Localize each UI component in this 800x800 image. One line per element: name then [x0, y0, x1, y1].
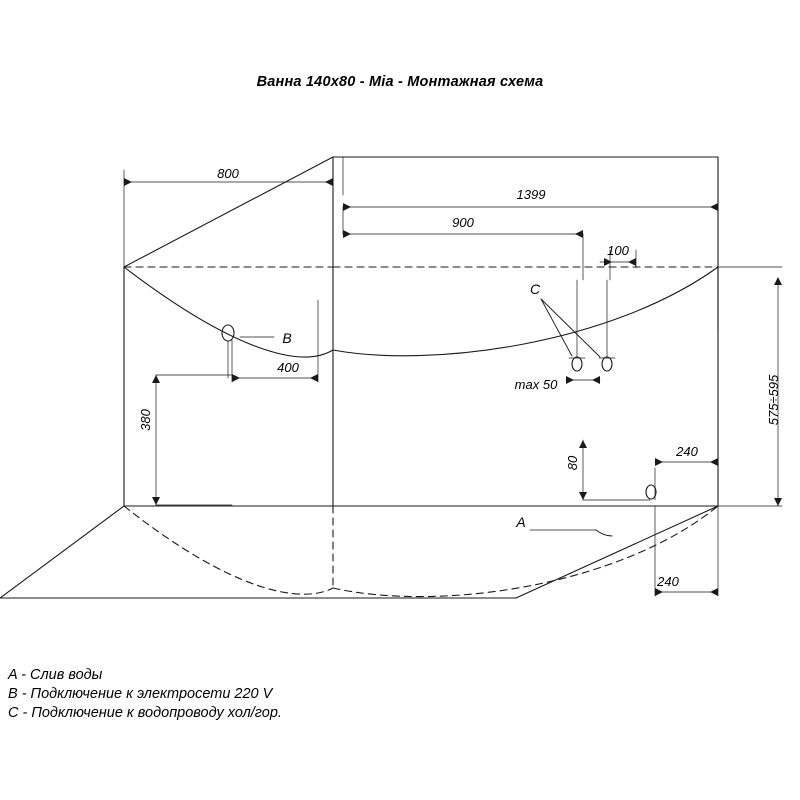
arrow-height-bottom: [774, 498, 782, 506]
dim-380-label: 380: [138, 409, 153, 431]
marker-b-label: B: [282, 330, 292, 346]
arrow-1399-right: [710, 203, 718, 211]
arrow-380-bottom: [152, 497, 160, 505]
arrow-240r-left: [655, 458, 663, 466]
page-title: Ванна 140x80 - Mia - Монтажная схема: [256, 74, 544, 90]
arrow-900-left: [343, 230, 351, 238]
marker-a-label: A: [516, 514, 526, 530]
fitting-a-drain: [646, 485, 656, 499]
leader-c-1: [541, 299, 572, 356]
dim-100-label: 100: [607, 243, 629, 258]
arrow-800-right: [325, 178, 333, 186]
legend: [8, 666, 282, 723]
arrow-900-right: [575, 230, 583, 238]
legend-item-a: A - Слив воды: [8, 667, 103, 683]
dim-240-bottom-label: 240: [657, 574, 679, 589]
arrow-80-bottom: [579, 492, 587, 500]
arrow-400-right: [310, 374, 318, 382]
fitting-c-cold: [572, 357, 582, 371]
leader-a-hook: [596, 530, 612, 536]
arrow-80-top: [579, 440, 587, 448]
bowl-curve-right: [333, 267, 718, 356]
arrow-max50-left: [566, 376, 574, 384]
arrow-100-left: [604, 258, 612, 266]
dim-400-label: 400: [277, 360, 299, 375]
fitting-b-electrical: [222, 325, 234, 341]
floor-line-diagonal: [516, 506, 718, 598]
dim-height-label: 575÷595: [766, 374, 781, 426]
arrow-800-left: [124, 178, 132, 186]
dim-240-right-label: 240: [676, 444, 698, 459]
arrow-100-right: [628, 258, 636, 266]
skirt-left-edge: [0, 506, 124, 598]
footprint-curve-left: [124, 506, 333, 594]
dim-1399-label: 1399: [516, 187, 546, 202]
arrow-400-left: [232, 374, 240, 382]
dim-max50-label: max 50: [514, 377, 558, 392]
arrow-max50-right: [592, 376, 600, 384]
arrow-240r-right: [710, 458, 718, 466]
leader-c-2: [541, 299, 600, 357]
legend-item-b: B - Подключение к электросети 220 V: [8, 686, 273, 702]
arrow-240b-left: [655, 588, 663, 596]
legend-item-c: C - Подключение к водопроводу хол/гор.: [8, 705, 282, 721]
dim-800-label: 800: [217, 166, 239, 181]
dim-80-label: 80: [565, 455, 580, 471]
dim-900-label: 900: [452, 215, 474, 230]
bowl-curve-left: [124, 267, 333, 357]
arrow-380-top: [152, 375, 160, 383]
fitting-c-hot: [602, 357, 612, 371]
arrow-240b-right: [710, 588, 718, 596]
marker-c-label: C: [529, 281, 541, 297]
arrow-1399-left: [343, 203, 351, 211]
arrow-height-top: [774, 277, 782, 285]
